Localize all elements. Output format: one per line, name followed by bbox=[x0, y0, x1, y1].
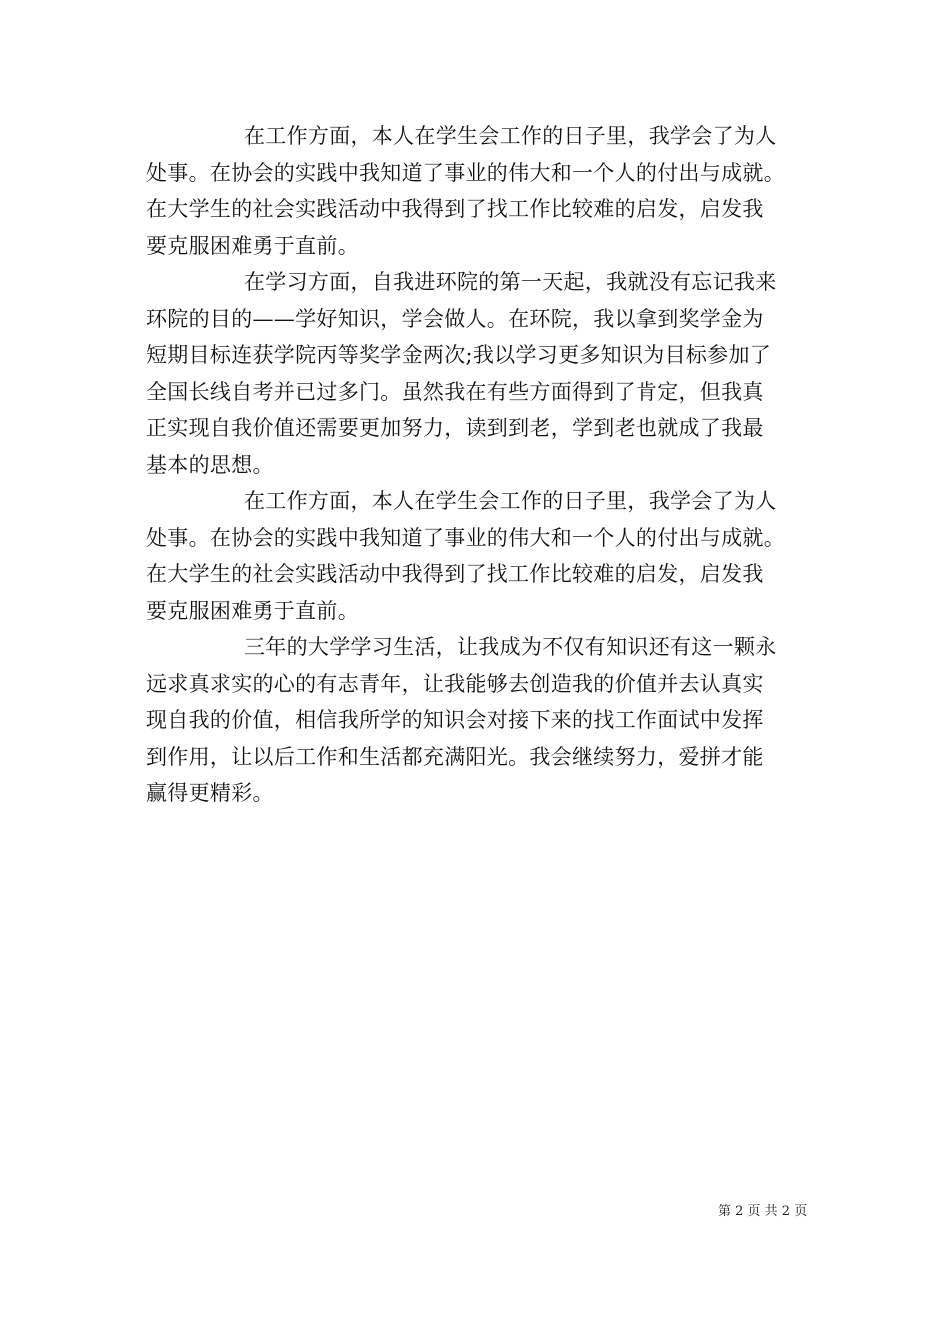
paragraph-line: 在大学生的社会实践活动中我得到了找工作比较难的启发，启发我 bbox=[146, 562, 764, 586]
paragraph-work-1 bbox=[146, 118, 806, 264]
paragraph-line: 短期目标连获学院丙等奖学金两次;我以学习更多知识为目标参加了 bbox=[146, 343, 772, 367]
paragraph-line: 环院的目的——学好知识，学会做人。在环院，我以拿到奖学金为 bbox=[146, 306, 764, 331]
paragraph-line: 现自我的价值，相信我所学的知识会对接下来的找工作面试中发挥 bbox=[146, 708, 764, 732]
paragraph-conclusion bbox=[146, 629, 806, 812]
document-body bbox=[146, 118, 806, 812]
page-number-footer: 第 2 页 共 2 页 bbox=[718, 1204, 808, 1219]
paragraph-line: 在学习方面，自我进环院的第一天起，我就没有忘记我来 bbox=[244, 270, 777, 294]
paragraph-line: 正实现自我价值还需要更加努力，读到到老，学到老也就成了我最 bbox=[146, 416, 764, 440]
paragraph-line: 要克服困难勇于直前。 bbox=[146, 598, 359, 623]
paragraph-line: 要克服困难勇于直前。 bbox=[146, 233, 359, 258]
paragraph-work-2 bbox=[146, 483, 806, 629]
paragraph-line: 在大学生的社会实践活动中我得到了找工作比较难的启发，启发我 bbox=[146, 197, 764, 221]
paragraph-line: 处事。在协会的实践中我知道了事业的伟大和一个人的付出与成就。 bbox=[146, 525, 785, 550]
paragraph-study bbox=[146, 264, 806, 483]
paragraph-line: 远求真求实的心的有志青年，让我能够去创造我的价值并去认真实 bbox=[146, 671, 764, 696]
paragraph-line: 基本的思想。 bbox=[146, 452, 274, 477]
paragraph-line: 处事。在协会的实践中我知道了事业的伟大和一个人的付出与成就。 bbox=[146, 160, 785, 185]
paragraph-line: 赢得更精彩。 bbox=[146, 781, 274, 805]
paragraph-line: 三年的大学学习生活，让我成为不仅有知识还有这一颗永 bbox=[244, 635, 777, 659]
paragraph-line: 到作用，让以后工作和生活都充满阳光。我会继续努力，爱拼才能 bbox=[146, 744, 764, 769]
paragraph-line: 全国长线自考并已过多门。虽然我在有些方面得到了肯定，但我真 bbox=[146, 379, 764, 404]
paragraph-line: 在工作方面，本人在学生会工作的日子里，我学会了为人 bbox=[244, 489, 777, 513]
paragraph-line: 在工作方面，本人在学生会工作的日子里，我学会了为人 bbox=[244, 124, 777, 148]
